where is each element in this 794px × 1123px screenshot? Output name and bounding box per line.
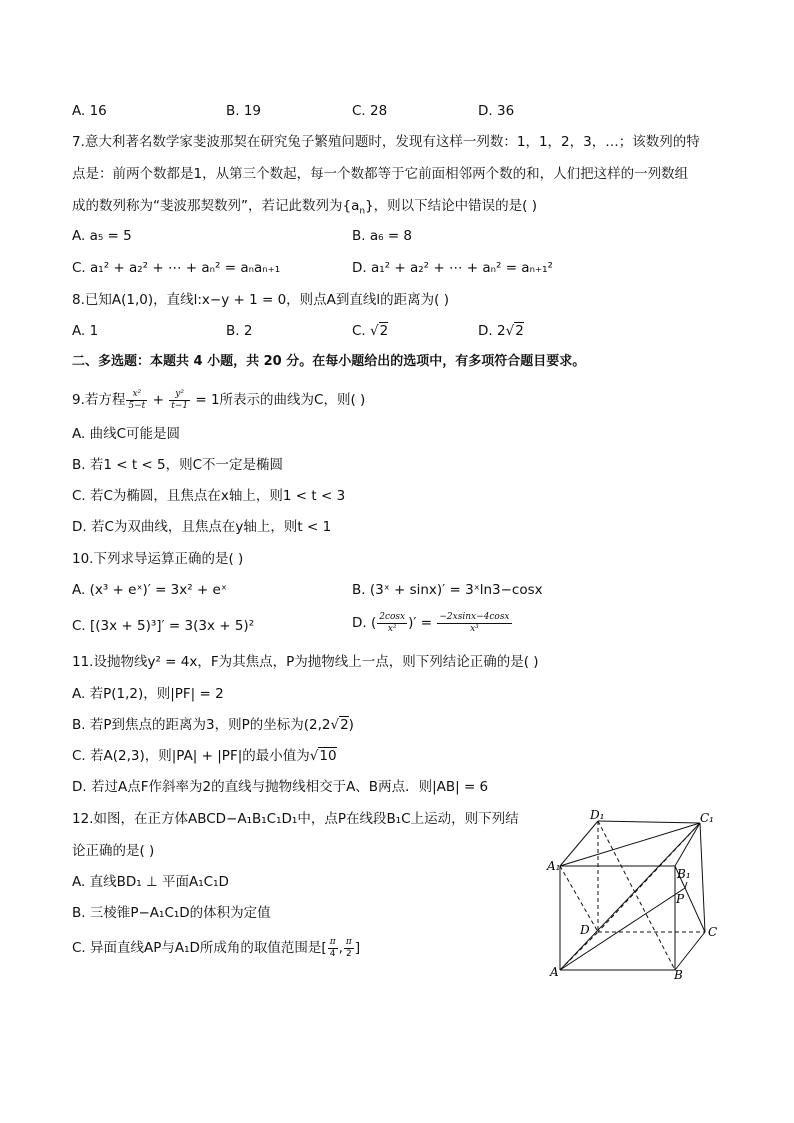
- q11-stem: 11.设抛物线y² = 4x，F为其焦点，P为抛物线上一点，则下列结论正确的是( ): [72, 654, 539, 670]
- arrow-p: [685, 882, 687, 888]
- q11-option-c: C. 若A(2,3)，则|PA| + |PF|的最小值为√10: [72, 748, 337, 764]
- q9-stem: 9.若方程 $\frac{\text{x²}}{5-t}$ + $\frac{\text{y²}}{t-1}$ = 1所表示的曲线为C，则( ): [72, 388, 366, 411]
- q6-option-b: B. 19: [226, 103, 262, 119]
- q8-option-d: D. 2√2: [478, 323, 524, 339]
- label-d1: D₁: [590, 808, 605, 822]
- q12-stem-line1: 12.如图，在正方体ABCD−A₁B₁C₁D₁中，点P在线段B₁C上运动，则下列结: [72, 811, 519, 827]
- q6-option-c: C. 28: [352, 103, 388, 119]
- q12-stem-line2: 论正确的是( ): [72, 843, 155, 859]
- q8-option-c: C. √2: [352, 323, 389, 339]
- q8-option-b: B. 2: [226, 323, 253, 339]
- cube-figure: [540, 808, 740, 984]
- q11-option-b: B. 若P到焦点的距离为3，则P的坐标为(2,2√2): [72, 717, 354, 733]
- label-c1: C₁: [700, 811, 714, 825]
- q9-fraction-x: $\frac{\text{x²}}{5-t}$: [128, 388, 146, 411]
- q8-option-a: A. 1: [72, 323, 99, 339]
- q12-option-b: B. 三棱锥P−A₁C₁D的体积为定值: [72, 905, 271, 921]
- q7-stem-line2: 点是：前两个数都是1，从第三个数起，每一个数都等于它前面相邻两个数的和，人们把这样的一列数组: [72, 166, 689, 182]
- label-p: P: [676, 892, 685, 906]
- q7-option-b: B. a₆ = 8: [352, 228, 413, 244]
- hidden-diag-d1-b: [598, 821, 675, 970]
- q9-fraction-y: $\frac{\text{y²}}{t-1}$: [171, 388, 189, 411]
- label-b1: B₁: [677, 867, 691, 881]
- label-a1: A₁: [547, 859, 561, 873]
- edge-d1-c1: [598, 821, 700, 823]
- q7-option-a: A. a₅ = 5: [72, 228, 132, 244]
- edge-c1-c: [700, 823, 705, 932]
- q7-option-d: D. a₁² + a₂² + ⋯ + aₙ² = aₙ₊₁²: [352, 260, 553, 276]
- q9-option-b: B. 若1 < t < 5，则C不一定是椭圆: [72, 457, 284, 473]
- edge-a1-d1: [560, 821, 598, 866]
- hidden-diag-a1-d: [560, 866, 598, 932]
- q10-stem: 10.下列求导运算正确的是( ): [72, 551, 244, 567]
- q11-option-d: D. 若过A点F作斜率为2的直线与抛物线相交于A、B两点．则|AB| = 6: [72, 779, 489, 795]
- q8-stem: 8.已知A(1,0)，直线l:x−y + 1 = 0，则点A到直线l的距离为( ): [72, 292, 449, 308]
- section-heading-multi-choice: 二、多选题：本题共 4 小题，共 20 分。在每小题给出的选项中，有多项符合题目要求。: [72, 354, 586, 369]
- q10-option-a: A. (x³ + eˣ)′ = 3x² + eˣ: [72, 582, 227, 598]
- label-b: B: [674, 968, 683, 982]
- q7-stem-line1: 7.意大利著名数学家斐波那契在研究兔子繁殖问题时，发现有这样一列数：1，1，2，3，…；该数列的特: [72, 134, 700, 150]
- hidden-edge-a-d: [560, 932, 598, 970]
- q10-option-b: B. (3ˣ + sinx)′ = 3ˣln3−cosx: [352, 582, 543, 598]
- q12-option-c: C. 异面直线AP与A₁D所成角的取值范围是[ $\frac{\pi}{4}$ , $\frac{\pi}{2}$ ]: [72, 936, 361, 959]
- q6-option-d: D. 36: [478, 103, 515, 119]
- label-c: C: [708, 925, 718, 939]
- q7-stem-line3: 成的数列称为“斐波那契数列”，若记此数列为$\{a_n\}$，则以下结论中错误的是( ): [72, 198, 537, 217]
- q11-option-a: A. 若P(1,2)，则|PF| = 2: [72, 686, 224, 702]
- label-d: D: [580, 923, 590, 937]
- q10-option-d: D. ( $\frac{2\cos x}{\text{x²}}$ )′ = $\frac{-2xsinx-4\cos x}{\text{x³}}$: [352, 611, 510, 634]
- segment-a-p: [560, 888, 685, 970]
- q9-option-d: D. 若C为双曲线，且焦点在y轴上，则t < 1: [72, 519, 332, 535]
- edge-b-c: [675, 932, 705, 970]
- q9-option-a: A. 曲线C可能是圆: [72, 426, 181, 442]
- q9-option-c: C. 若C为椭圆，且焦点在x轴上，则1 < t < 3: [72, 488, 346, 504]
- q7-option-c: C. a₁² + a₂² + ⋯ + aₙ² = aₙaₙ₊₁: [72, 260, 281, 276]
- label-a: A: [550, 965, 559, 979]
- q12-option-a: A. 直线BD₁ ⊥ 平面A₁C₁D: [72, 874, 229, 890]
- q10-option-c: C. [(3x + 5)³]′ = 3(3x + 5)²: [72, 618, 255, 634]
- q6-option-a: A. 16: [72, 103, 107, 119]
